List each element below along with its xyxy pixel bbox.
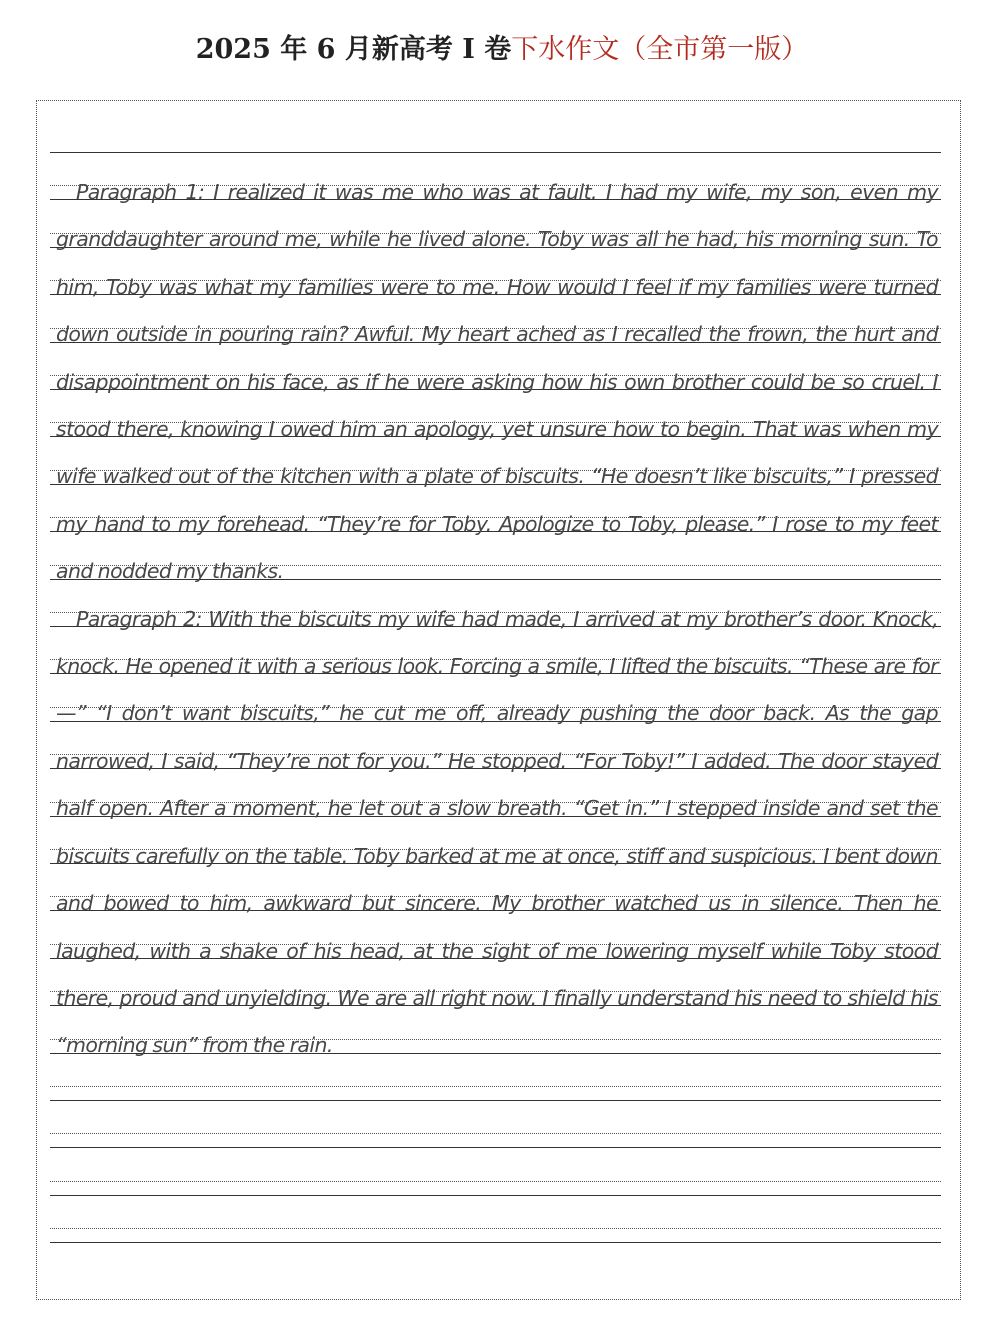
essay-text <box>56 169 938 1070</box>
essay-paragraph-2: Paragraph 2: With the biscuits my wife had made, I arrived at my brother’s door. Knock, knock. He opened it with a serious look. Forcing a smile, I lifted the biscuits. “These are for—” “I don’t want biscuits,” he cut me off, already pushing the door back. As the gap narrowed, I said, “They’re not for you.” He stopped. “For Toby!” I added. The door stayed half open. After a moment, he let out a slow breath. “Get in.” I stepped inside and set the biscuits carefully on the table. Toby barked at me at once, stiff and suspicious. I bent down and bowed to him, awkward but sincere. My brother watched us in silence. Then he laughed, with a shake of his head, at the sight of me lowering myself while Toby stood there, proud and unyielding. We are all right now. I finally understand his need to shield his “morning sun” from the rain. <box>56 606 938 1058</box>
title-subtitle: 下水作文（全市第一版） <box>511 34 809 65</box>
title-exam-name: 2025 年 6 月新高考 I 卷 <box>195 34 512 65</box>
essay-paragraph-1: Paragraph 1: I realized it was me who was at fault. I had my wife, my son, even my granddaughter around me, while he lived alone. Toby was all he had, his morning sun. To him, Toby was what my families were to me. How would I feel if my families were turned down outside in pouring rain? Awful. My heart ached as I recalled the frown, the hurt and disappointment on his face, as if he were asking how his own brother could be so cruel. I stood there, knowing I owed him an apology, yet unsure how to begin. That was when my wife walked out of the kitchen with a plate of biscuits. “He doesn’t like biscuits,” I pressed my hand to my forehead. “They’re for Toby. Apologize to Toby, please.” I rose to my feet and nodded my thanks. <box>56 180 938 584</box>
page-title <box>0 30 1004 70</box>
